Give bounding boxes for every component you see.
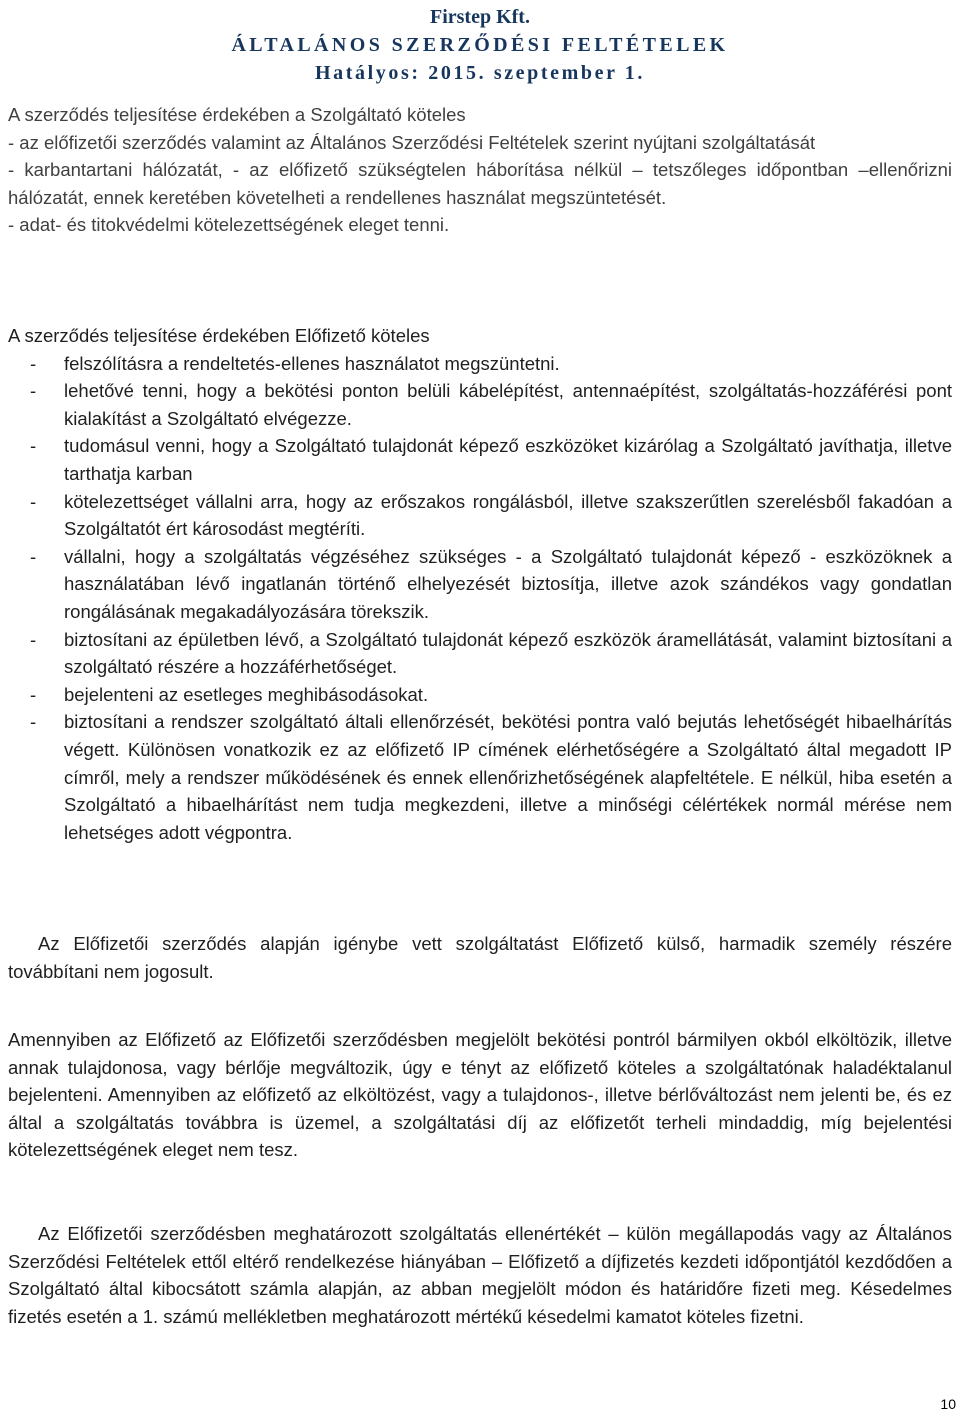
provider-item: - az előfizetői szerződés valamint az Általános Szerződési Feltételek szerint nyújtani szolgáltatását [8, 131, 816, 153]
provider-intro: A szerződés teljesítése érdekében a Szolgáltató köteles [8, 104, 466, 125]
list-dash: - [30, 490, 37, 512]
subscriber-intro: A szerződés teljesítése érdekében Előfizető köteles [8, 325, 430, 346]
list-dash: - [30, 711, 37, 733]
company-name: Firstep Kft. [430, 6, 530, 28]
subscriber-obligations [8, 322, 952, 846]
subscriber-obligation-list [8, 350, 952, 847]
list-item [8, 681, 952, 709]
list-item-text: tudomásul venni, hogy a Szolgáltató tulajdonát képező eszközöket kizárólag a Szolgáltató javíthatja, illetve tarthatja karban [64, 435, 952, 484]
list-item-text: biztosítani a rendszer szolgáltató általi ellenőrzését, bekötési pontra való bejutás lehetőségét hibaelhárítás végett. Különösen vonatkozik ez az előfizető IP címének elérhetőségére a Szolgáltató által megadott IP címről, mely a rendszer működésének és ennek ellenőrizhetőségének alapfeltétele. E nélkül, hiba esetén a Szolgáltató a hibaelhárítást nem tudja megkezdeni, illetve a minőségi célértékek normál mérése nem lehetséges adott végpontra. [64, 711, 952, 843]
provider-item: - karbantartani hálózatát, - az előfizető szükségtelen háborítása nélkül – tetszőleges időpontban –ellenőrizni hálózatát, ennek keretében követelheti a rendellenes használat megszüntetését. [8, 159, 952, 208]
relocation-paragraph: Amennyiben az Előfizető az Előfizetői szerződésben megjelölt bekötési pontról bármilyen okból elköltözik, illetve annak tulajdonosa, vagy bérlője megváltozik, úgy e tényt az előfizető köteles a szolgáltatónak haladéktalanul bejelenteni. Amennyiben az előfizető az elköltözést, vagy a tulajdonos-, illetve bérlőváltozást nem jelenti be, és ez által a szolgáltatás továbbra is üzemel, a szolgáltatási díj az előfizetőt terheli mindaddig, míg bejelentési kötelezettségének eleget nem tesz. [8, 1029, 952, 1161]
list-item-text: lehetővé tenni, hogy a bekötési ponton belüli kábelépítést, antennaépítést, szolgáltatás-hozzáférési pont kialakítást a Szolgáltató elvégezze. [64, 380, 952, 429]
page-number: 10 [940, 1396, 956, 1412]
list-dash: - [30, 380, 37, 402]
list-item [8, 626, 952, 681]
list-item-text: biztosítani az épületben lévő, a Szolgáltató tulajdonát képező eszközök áramellátását, valamint biztosítani a szolgáltató részére a hozzáférhetőséget. [64, 628, 952, 678]
list-dash: - [30, 435, 37, 457]
list-item-text: vállalni, hogy a szolgáltatás végzéséhez szükséges - a Szolgáltató tulajdonát képező - eszközöknek a használatában lévő ingatlanán történő elhelyezését biztosítja, illetve azok szándékos vagy gondatlan rongálásának megakadályozására törekszik. [64, 545, 952, 622]
payment-paragraph: Az Előfizetői szerződésben meghatározott szolgáltatás ellenértékét – külön megállapodás vagy az Általános Szerződési Feltételek ettől eltérő rendelkezése hiányában – Előfizető a díjfizetés kezdeti időpontjától kezdődően a Szolgáltató által kibocsátott számla alapján, az abban megjelölt módon és határidőre fizeti meg. Késedelmes fizetés esetén a 1. számú mellékletben meghatározott mértékű késedelmi kamatot köteles fizetni. [8, 1223, 952, 1327]
list-dash: - [30, 352, 37, 374]
list-item [8, 350, 952, 378]
document-header [0, 3, 960, 87]
list-dash: - [30, 683, 37, 705]
third-party-paragraph: Az Előfizetői szerződés alapján igénybe vett szolgáltatást Előfizető külső, harmadik személy részére továbbítani nem jogosult. [8, 933, 952, 982]
provider-obligations [8, 101, 952, 239]
list-dash: - [30, 545, 37, 567]
list-item-text: kötelezettséget vállalni arra, hogy az erőszakos rongálásból, illetve szakszerűtlen szerelésből fakadóan a Szolgáltatót ért károsodást megtéríti. [64, 490, 952, 540]
list-item-text: bejelenteni az esetleges meghibásodásokat. [64, 683, 429, 705]
provider-item: - adat- és titokvédelmi kötelezettségének eleget tenni. [8, 214, 450, 236]
list-dash: - [30, 628, 37, 650]
list-item [8, 432, 952, 487]
effective-date: Hatályos: 2015. szeptember 1. [315, 62, 645, 84]
list-item-text: felszólításra a rendeltetés-ellenes használatot megszüntetni. [64, 352, 560, 374]
document-title: ÁLTALÁNOS SZERZŐDÉSI FELTÉTELEK [231, 34, 729, 56]
list-item [8, 543, 952, 626]
list-item [8, 708, 952, 846]
list-item [8, 488, 952, 543]
list-item [8, 377, 952, 432]
